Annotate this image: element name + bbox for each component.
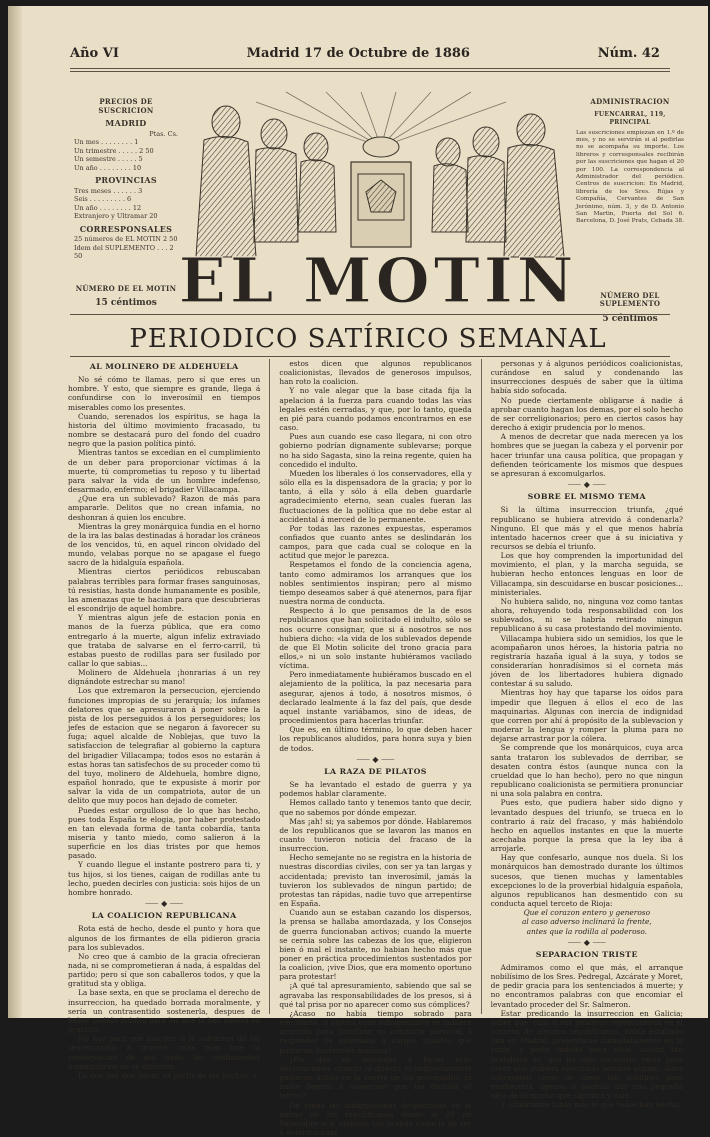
year-label: Año VI <box>70 46 119 61</box>
paragraph: Se ha levantado el estado de guerra y ya podemos hablar claramente. <box>279 780 471 798</box>
column-2 <box>279 359 471 1014</box>
verse-line: Que el corazon entero y generoso <box>491 908 683 917</box>
column-separator <box>481 359 482 1014</box>
date-label: Madrid 17 de Octubre de 1886 <box>247 46 470 61</box>
paragraph: Pero inmediatamente hubiéramos buscado en el alejamiento de la política, la paz necesaria para asegurar, ajenos á todo, á nosotros mismos, ó declarado lealmente á la faz del país, que desde aquel instante variábamos, sino de ideas, de procedimientos para hacerlas triunfar. <box>279 670 471 725</box>
paragraph: No hay para qué discutir si la salvacion de los sentenciados á muerte valia más que la conservacion de esa base; los sentimientos humanitarios no se discuten. <box>68 1034 260 1071</box>
admin-text: Las suscriciones empiezan en 1.º de mes, y no se servirán si al pedirlas no se acompaña su importe. Los libreros y corresponsales recibirán por las suscriciones que hagan el 20 por 100. La correspondencia al Administrador del periódico. Centros de suscricion: En Madrid, librería de los Sres. Rújas y Compañía, Cervantes de San Jerónimo, núm. 3, y de D. Antonio San Martin, Puerta del Sol 6. Barcelona, D. José Prats, Cebada 38. <box>576 130 684 248</box>
newspaper-subtitle: PERIODICO SATÍRICO SEMANAL <box>78 324 658 354</box>
top-rule-2 <box>70 71 670 72</box>
ornament-divider: ⸺ ◆ ⸺ <box>68 899 260 908</box>
ptas-label: Ptas. Cs. <box>74 130 178 139</box>
prov-row: Seis . . . . . . . . . 6 <box>74 195 178 204</box>
paragraph: Si la última insurreccion triunfa, ¿qué republicano se hubiera atrevido á condenarla? Ninguno. El que más y el que menos habría intentado hacernos creer que á su iniciativa y recursos se debía el triunfo. <box>491 505 683 551</box>
madrid-row: Un mes . . . . . . . . 1 <box>74 138 178 147</box>
corr-row: Idem del SUPLEMENTO . . . 2 50 <box>74 244 178 261</box>
paragraph: Mientras ciertos periódicos rebuscaban palabras terribles para formar frases sanguinosas, tú resistias, hasta donde humanamente es posible, las amenazas que te hacian para que descubrieras el escondrijo de aquel hombre. <box>68 567 260 613</box>
paragraph: Hemos callado tanto y tenemos tanto que decir, que no sabemos por dónde empezar. <box>279 798 471 816</box>
madrid-row: Un semestre . . . . . 5 <box>74 155 178 164</box>
crowd-illustration <box>186 92 571 312</box>
paragraph: Mas ¡ah! si; ya sabemos por dónde. Hablaremos de los republicanos que se lavaron las manos en cuanto tuvieron noticia del fracaso de la insurreccion. <box>279 817 471 854</box>
prov-row: Extranjero y Ultramar 20 <box>74 212 178 221</box>
paragraph: Los que extremaron la persecucion, ejerciendo funciones impropias de su jerarquía; los infames delatores que se apresuraron á poner sobre la pista de los perseguidos á los perseguidores; los jefes de estacion que se negaron á favorecer su fuga; aquel alcalde de Noblejas, que tuvo la satisfaccion de telegrafiar al gobierno la captura del brigadier Villacampa; todos esos no estarán á estas horas tan satisfechos de su proceder como tú del tuyo, molinero de Aldehuela, hombre digno, español honrado, que te expusiste á morir por salvar la vida de un compatriota, autor de un delito que muy pocos han dejado de cometer. <box>68 686 260 805</box>
paragraph: Mientras hoy hay que taparse los oídos para impedir que lleguen á ellos el eco de las maquinarias. Algunas con inercia de indignidad que corren por ahí á propósito de la sublevacion y moderar la lengua y romper la pluma para no dejarse arrastrar por la cólera. <box>491 688 683 743</box>
provincias-heading: PROVINCIAS <box>74 176 178 185</box>
columns-top-rule <box>70 356 670 357</box>
paragraph: Mientras tantos se excedian en el cumplimiento de un deber para proporcionar víctimas á la muerte, tú comprometias tu reposo y tu libertad para salvar la vida de un hombre indefenso, desarmado, enfermo; el brigadier Villacampa. <box>68 448 260 494</box>
paragraph: ¡A qué tal apresuramiento, sabiendo que sal se agravaba las responsabilidades de los presos, si á qué tal prisa por no aparecer como sus cómplices? <box>279 981 471 1008</box>
issue-price-label: NÚMERO DE EL MOTIN <box>74 285 178 294</box>
issue-price: 15 céntimos <box>74 299 178 308</box>
paragraph: estos dicen que algunos republicanos coalicionistas, llevados de generosos impulsos, han roto la coalicion. <box>279 359 471 386</box>
paragraph: Los que hoy comprenden la importunidad del movimiento, el plan, y la marcha seguida, se hubieran hecho entonces lenguas en loor de Villacampa, sin descuidarse en buscar posiciones... ministeriales. <box>491 551 683 597</box>
supplement-price-label: NÚMERO DEL SUPLEMENTO <box>576 292 684 309</box>
madrid-heading: MADRID <box>74 119 178 128</box>
paragraph: Se comprende que los monárquicos, cuya arca santa trataron los sublevados de derribar, se desaten contra éstos (aunque nunca con la crueldad que lo han hecho), pero no que ningun republicano coalicionista se permitiera pronunciar ni una sola palabra en contra. <box>491 743 683 798</box>
paragraph: Y mientras algun jefe de estacion ponia en manos de la fuerza pública, que era como entregarlo á la muerte, algun infeliz extraviado que trataba de salvarse en el ferro-carril, tú estabas puesto de rodillas para ser fusilado por callar lo que sabias... <box>68 613 260 668</box>
ornament-divider: ⸺ ◆ ⸺ <box>491 938 683 947</box>
paragraph: Mientras la grey monárquica fundia en el horno de la ira las balas destinadas á horadar los cráneos de los vencidos, tú, en aquel rincon olvidado del mundo, velabas porque no se apagase el fuego sacro de la hidalguía española. <box>68 522 260 568</box>
madrid-row: Un año . . . . . . . . 10 <box>74 164 178 173</box>
subtitle-rule <box>70 314 670 315</box>
article-heading: SOBRE EL MISMO TEMA <box>491 492 683 501</box>
top-rule <box>70 68 670 69</box>
paragraph: Hecho semejante no se registra en la historia de nuestras discordias civiles, con ser ya tan largas y accidentada; previsto tan inverosímil, jamás la tuvieron los sublevados de ningun partido; de protestas tan rápidas, nadie tuvo que arrepentirse en España. <box>279 853 471 908</box>
paragraph: Respecto á lo que pensamos de la de esos republicanos que han solicitado el indulto, sólo se nos ocurre consignar, que si á nosotros se nos hubiera dicho: «la vida de los sublevados depende de que El Motin solicite del trono gracia para ellos,» ni un solo instante hubiéramos vacilado víctima. <box>279 606 471 670</box>
masthead-line <box>70 46 660 61</box>
article-columns <box>68 359 683 1014</box>
administration-box <box>576 94 684 323</box>
paragraph: No sé cómo te llamas, pero sí que eres un hombre. Y esto, que siempre es grande, llega á confundirse con lo inverosímil en tiempos miserables como los presentes. <box>68 375 260 412</box>
paragraph: Pues aun cuando ese caso llegara, ni con otro gobierno podrían dignamente sublevarse; porque no ha sido Sagasta, sino la reina regente, quien ha concedido el indulto. <box>279 432 471 469</box>
paragraph: personas y á algunos periódicos coalicionistas, curándose en salud y condenando las insurrecciones después de saber que la última había sido sofocada. <box>491 359 683 396</box>
paragraph: ¿Que era un sublevado? Razon de más para ampararle. Delitos que no crean infamia, no deshonran á quien los encubre. <box>68 494 260 521</box>
ornament-divider: ⸺ ◆ ⸺ <box>491 480 683 489</box>
paragraph: No hubiera salido, no, ninguna voz como tantas ahora, rehuyendo toda responsabilidad con los sublevados, ni se habría retirado ningun republicano á su casa protestando del movimiento. <box>491 597 683 634</box>
paragraph: Que es, en último término, lo que deben hacer los republicanos aludidos, para honra suya y bien de todos. <box>279 725 471 752</box>
article-heading: SEPARACION TRISTE <box>491 950 683 959</box>
paragraph: ¿Por qué no aguardar á hacer esas declaraciones cuando ni directa ni indirectamente pudieran influir en la suerte de los procesados, ni nadie llegara á sospechar que las dictaba el terror? <box>279 1055 471 1101</box>
paragraph: Cuando aun se estaban cazando los dispersos, la prensa se hallaba amordazada, y los Consejos de guerra funcionaban activos; cuando la muerte se cernia sobre las cabezas de los que, eligieron bien ó mal el instante, no habian hecho más que poner en práctica procedimientos sustentados por la coalicion, ¡vive Dios, que era momento oportuno para protestar! <box>279 908 471 981</box>
column-1 <box>68 359 260 1014</box>
paragraph: Lo que hay que hacer, es partir de los hechos; y <box>68 1071 260 1080</box>
paragraph: La base sexta, en que se proclama el derecho de insurreccion, ha quedado borrada moralmente, y sería un contrasentido sostenerla, despues de haber pedido indulto para los que la han puesto en práctica. <box>68 988 260 1034</box>
supplement-price: 5 céntimos <box>576 315 684 324</box>
masthead-illustration <box>186 92 571 312</box>
paragraph: Estar predicando la insurreccion en Galicia; saber que, cual si sus palabras repercutieran en el corazon de algunos republicanos, había estallado una en Madrid; presentarse inmediatamente en la corte, y pedir indulto para ellos, acción tan grandiosa es, que ha sido necesario venia para creer que pudiera ejecutarla hombre alguno. Altos sobresalen como de ideas tan sublimes para enaltecerla, apenas si podrían dar una pequeña idea de lo mucho que significa y vale. <box>491 1009 683 1101</box>
paragraph: Por todas las razones expuestas, esperamos confiados que cuanto antes se deslindarán los campos, para que cada cual se coloque en la actitud que mejor le parezca. <box>279 524 471 561</box>
subscription-title: PRECIOS DE SUSCRICION <box>74 98 178 115</box>
page-spine <box>8 6 22 1018</box>
paragraph: Cuando, serenados los espíritus, se haga la historia del último movimiento fracasado, tu nombre se destacará puro del fondo del cuadro negro que la pasion política pintó. <box>68 412 260 449</box>
subscription-prices-box <box>74 94 178 308</box>
paragraph: Y admiramos tanto más lo que todos han hecho, <box>491 1100 683 1109</box>
paragraph: Y cuando llegue el instante postrero para ti, y tus hijos, si los tienes, caigan de rodillas ante tu lecho, pueden decirles con justicia: sois hijos de un hombre honrado. <box>68 860 260 897</box>
paragraph: ¿Acaso no había tiempo sobrado para efectuarlo, si alguna cosa indispensable se hubiera ocurrido para justificar su conducta personal ó responder de antemano á cargos injustos que pudieran hacérseles mañana? <box>279 1009 471 1055</box>
paragraph: Villacampa hubiera sido un semidios, los que le acompañaron unos héroes, la historia patria no registraría hazaña igual á la suya, y todos se considerarían honradísimos si el corneta más jóven de los libertadores hubiera dignado contestar á su saludo. <box>491 634 683 689</box>
admin-address: FUENCARRAL, 119, PRINCIPAL <box>576 111 684 128</box>
issue-number: Núm. 42 <box>598 46 660 61</box>
column-3 <box>491 359 683 1014</box>
paragraph: No puede ciertamente obligarse á nadie á aprobar cuanto hagan los demas, por el solo hecho de ser correligionarios; pero en ciertos casos hay derecho á exigir prudencia por lo menos. <box>491 396 683 433</box>
paragraph: Rota está de hecho, desde el punto y hora que algunos de los firmantes de ella pidieron gracia para los sublevados. <box>68 924 260 951</box>
paragraph: Respetamos el fondo de la conciencia agena, tanto como admiramos los arranques que los nobles sentimientos inspiran; pero al mismo tiempo deseamos saber á qué atenernos, para fijar nuestra norma de conducta. <box>279 560 471 606</box>
paragraph: No creo que á cambio de la gracia ofrecieran nada, ni se comprometieran á nada, á espaldas del partido; pero sí que son caballeros todos, y que la gratitud sta y obliga. <box>68 952 260 989</box>
article-heading: LA RAZA DE PILATOS <box>279 767 471 776</box>
verse-line: al caso adverso inclinará la frente, <box>491 917 683 926</box>
ornament-divider: ⸺ ◆ ⸺ <box>279 755 471 764</box>
prov-row: Un año . . . . . . . . 12 <box>74 204 178 213</box>
article-heading: LA COALICION REPUBLICANA <box>68 911 260 920</box>
corresponsales-heading: CORRESPONSALES <box>74 225 178 234</box>
paragraph: Molinero de Aldehuela ¡honrarias á un rey dignándote estrechar su mano! <box>68 668 260 686</box>
verse-line: antes que la rodilla al poderoso. <box>491 927 683 936</box>
paragraph: Admiramos como el que más, el arranque nobilísimo de los Sres. Pedregal, Azcárate y Moret, de pedir gracia para los sentenciados á muerte; y no encontramos palabras con que encomiar el levantado proceder del Sr. Salmeron. <box>491 963 683 1009</box>
corr-row: 25 números de EL MOTIN 2 50 <box>74 235 178 244</box>
paragraph: A menos de decretar que nada merecen ya los hombres que se juegan la cabeza y el porvenir por hacer triunfar una causa política, que propagan y defienden teóricamente los mismos que despues se apresuran á excomulgarlos. <box>491 432 683 478</box>
paragraph: Pues esto, que pudiera haber sido digno y levantado despues del triunfo, se trueca en lo contrario á raíz del fracaso, y más habiéndolo hecho en aquellos instantes en que la muerte acechaba porque la presa que la ley iba á arrojarle. <box>491 798 683 853</box>
madrid-row: Un trimestre . . . . . 2 50 <box>74 147 178 156</box>
prov-row: Tres meses . . . . . . 3 <box>74 187 178 196</box>
paragraph: Y no vale alegar que la base citada fija la apelacion á la fuerza para cuando todas las vías legales estén cerradas, y que, por lo tanto, queda en pié para cuando podamos encontrarnos en ese caso. <box>279 386 471 432</box>
paragraph: Hay que confesarlo, aunque nos duela. Si los monárquicos han demostrado durante los últimos sucesos, que tienen muchas y lamentables excepciones lo de la proverbial hidalguía española, algunos republicanos han desmentido con su conducta aquel terceto de Rioja: <box>491 853 683 908</box>
column-separator <box>269 359 270 1014</box>
newspaper-title: EL MOTIN <box>179 244 578 317</box>
paragraph: Mueden los liberales ó los conservadores, ella y sólo ella es la dispensadora de la gracia; y por lo tanto, á ella y sólo á ella deben guardarle agradecimiento eterno, sean cuales fueran las fluctuaciones de la política que no debe estar al accidental á merced de lo permanente. <box>279 469 471 524</box>
newspaper-page <box>8 6 708 1018</box>
paragraph: De todas las indignaciones despertadas en el ánimo de los republicanos desde el 20 de Setiembre acá, ninguna tan grande como la de ver á determinadas <box>279 1101 471 1137</box>
paragraph: Puedes estar orgulloso de lo que has hecho, pues toda España te elogia, por haber protestado en tan elevada forma de tanta cobardía, tanta miseria y tanto miedo, como salieron á la superficie en los dias tristes por que hemos pasado. <box>68 806 260 861</box>
article-heading: AL MOLINERO DE ALDEHUELA <box>68 362 260 371</box>
admin-title: ADMINISTRACION <box>576 98 684 107</box>
